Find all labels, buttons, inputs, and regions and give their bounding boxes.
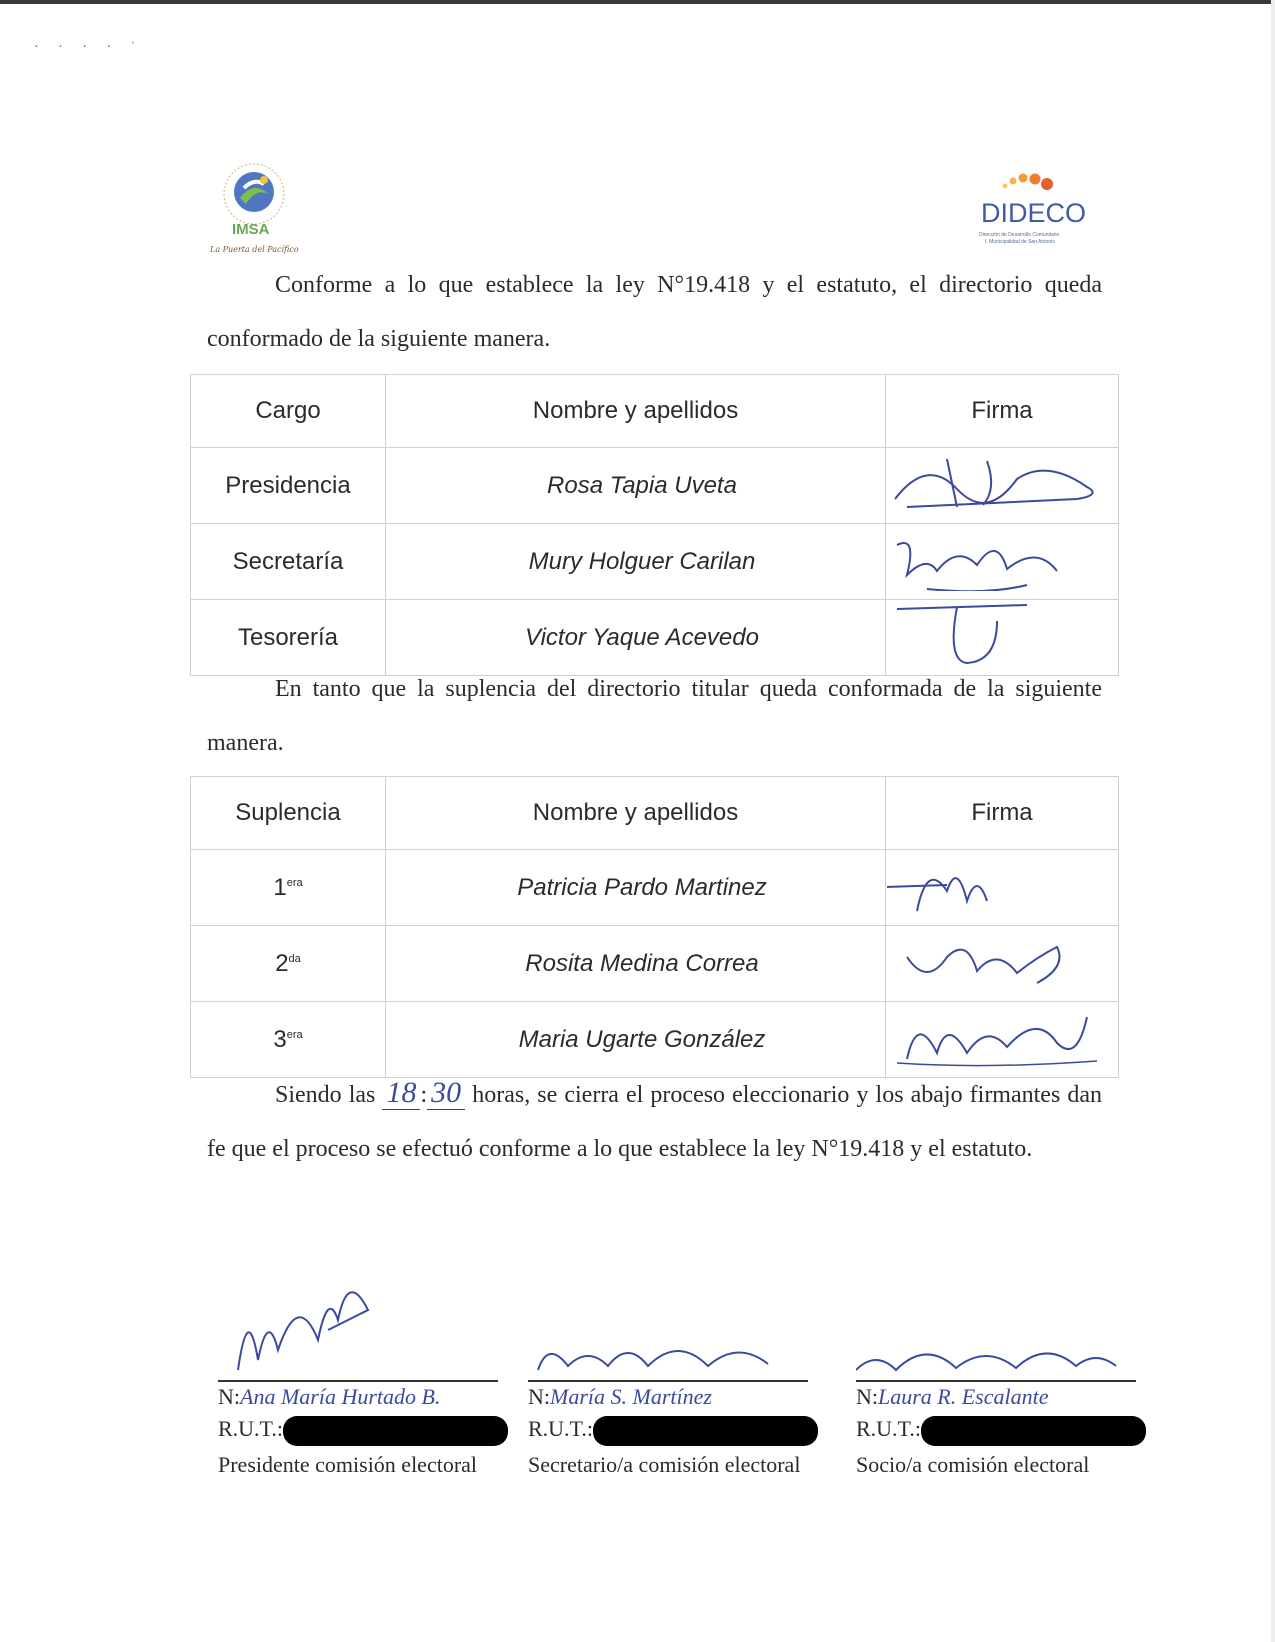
table-header-row	[191, 375, 1119, 448]
signatory-president: N:Ana María Hurtado B. R.U.T.: Presidente comisión electoral	[218, 1270, 498, 1478]
closing-paragraph: Siendo las 18 : 30 horas, se cierra el proceso eleccionario y los abajo firmantes dan fe que el proceso se efectuó conforme a lo que establece la ley N°19.418 y el estatuto.	[207, 1076, 1103, 1162]
suplencia-paragraph: En tanto que la suplencia del directorio titular queda conformada de la siguiente manera.	[207, 676, 1102, 756]
handwritten-signature	[887, 525, 1117, 591]
cargo-cell: Secretaría	[191, 524, 386, 600]
scan-edge-right	[1271, 0, 1275, 1642]
suplencia-cell: $1^{era}$	[191, 850, 386, 926]
redacted-rut	[921, 1416, 1146, 1446]
imsa-logo-tagline: La Puerta del Pacífico	[210, 245, 299, 254]
header-suplencia: Suplencia	[191, 777, 386, 850]
nombre-cell: Victor Yaque Acevedo	[386, 600, 886, 676]
nombre-cell: Patricia Pardo Martinez	[386, 850, 886, 926]
signatory-role: Presidente comisión electoral	[218, 1452, 478, 1477]
cargo-cell: Presidencia	[191, 448, 386, 524]
table-row	[191, 850, 1119, 926]
handwritten-signature	[528, 1270, 808, 1380]
handwritten-signature	[218, 1270, 498, 1380]
handwritten-signature	[887, 927, 1117, 993]
handwritten-signature	[887, 851, 1117, 917]
signatory-role: Secretario/a comisión electoral	[528, 1452, 801, 1477]
hour-handwritten: 18	[382, 1076, 420, 1110]
handwritten-signature	[887, 1003, 1117, 1069]
intro-paragraph: Conforme a lo que establece la ley N°19.418 y el estatuto, el directorio queda conformado de la siguiente manera.	[207, 272, 1102, 352]
signatory-name: Ana María Hurtado B.	[240, 1384, 441, 1409]
header-nombre: Nombre y apellidos	[386, 777, 886, 850]
nombre-cell: Maria Ugarte González	[386, 1002, 886, 1078]
firma-cell	[886, 926, 1119, 1002]
handwritten-signature	[887, 449, 1117, 515]
suplencia-cell: $2^{da}$	[191, 926, 386, 1002]
signatory-role: Socio/a comisión electoral	[856, 1452, 1090, 1477]
minute-handwritten: 30	[427, 1076, 465, 1110]
firma-cell	[886, 850, 1119, 926]
directorio-table	[190, 374, 1119, 676]
cargo-cell: Tesorería	[191, 600, 386, 676]
scan-specks: · · · · ˈ	[34, 40, 144, 55]
nombre-cell: Mury Holguer Carilan	[386, 524, 886, 600]
scan-edge-top	[0, 0, 1275, 4]
table-row	[191, 448, 1119, 524]
imsa-logo	[210, 160, 330, 260]
table-row	[191, 524, 1119, 600]
header-firma: Firma	[886, 777, 1119, 850]
redacted-rut	[283, 1416, 508, 1446]
signatory-secretary: N:María S. Martínez R.U.T.: Secretario/a comisión electoral	[528, 1270, 808, 1478]
header-cargo: Cargo	[191, 375, 386, 448]
firma-cell	[886, 524, 1119, 600]
dideco-logo	[975, 172, 1100, 254]
header-firma: Firma	[886, 375, 1119, 448]
signatory-name: Laura R. Escalante	[878, 1384, 1049, 1409]
dideco-logo-subtitle: Dirección de Desarrollo Comunitario	[979, 232, 1060, 238]
dideco-logo-title: DIDECO	[981, 198, 1087, 228]
redacted-rut	[593, 1416, 818, 1446]
suplencia-table	[190, 776, 1119, 1078]
table-row	[191, 926, 1119, 1002]
signatory-name: María S. Martínez	[550, 1384, 712, 1409]
handwritten-signature	[887, 601, 1117, 667]
svg-text:I. Municipalidad de San Antoni: I. Municipalidad de San Antonio	[985, 239, 1056, 245]
signatory-member: N:Laura R. Escalante R.U.T.: Socio/a comisión electoral	[856, 1270, 1136, 1478]
handwritten-signature	[856, 1270, 1136, 1380]
header-nombre: Nombre y apellidos	[386, 375, 886, 448]
imsa-logo-title: IMSA	[232, 221, 270, 238]
suplencia-cell: $3^{era}$	[191, 1002, 386, 1078]
nombre-cell: Rosa Tapia Uveta	[386, 448, 886, 524]
table-header-row	[191, 777, 1119, 850]
firma-cell	[886, 448, 1119, 524]
nombre-cell: Rosita Medina Correa	[386, 926, 886, 1002]
